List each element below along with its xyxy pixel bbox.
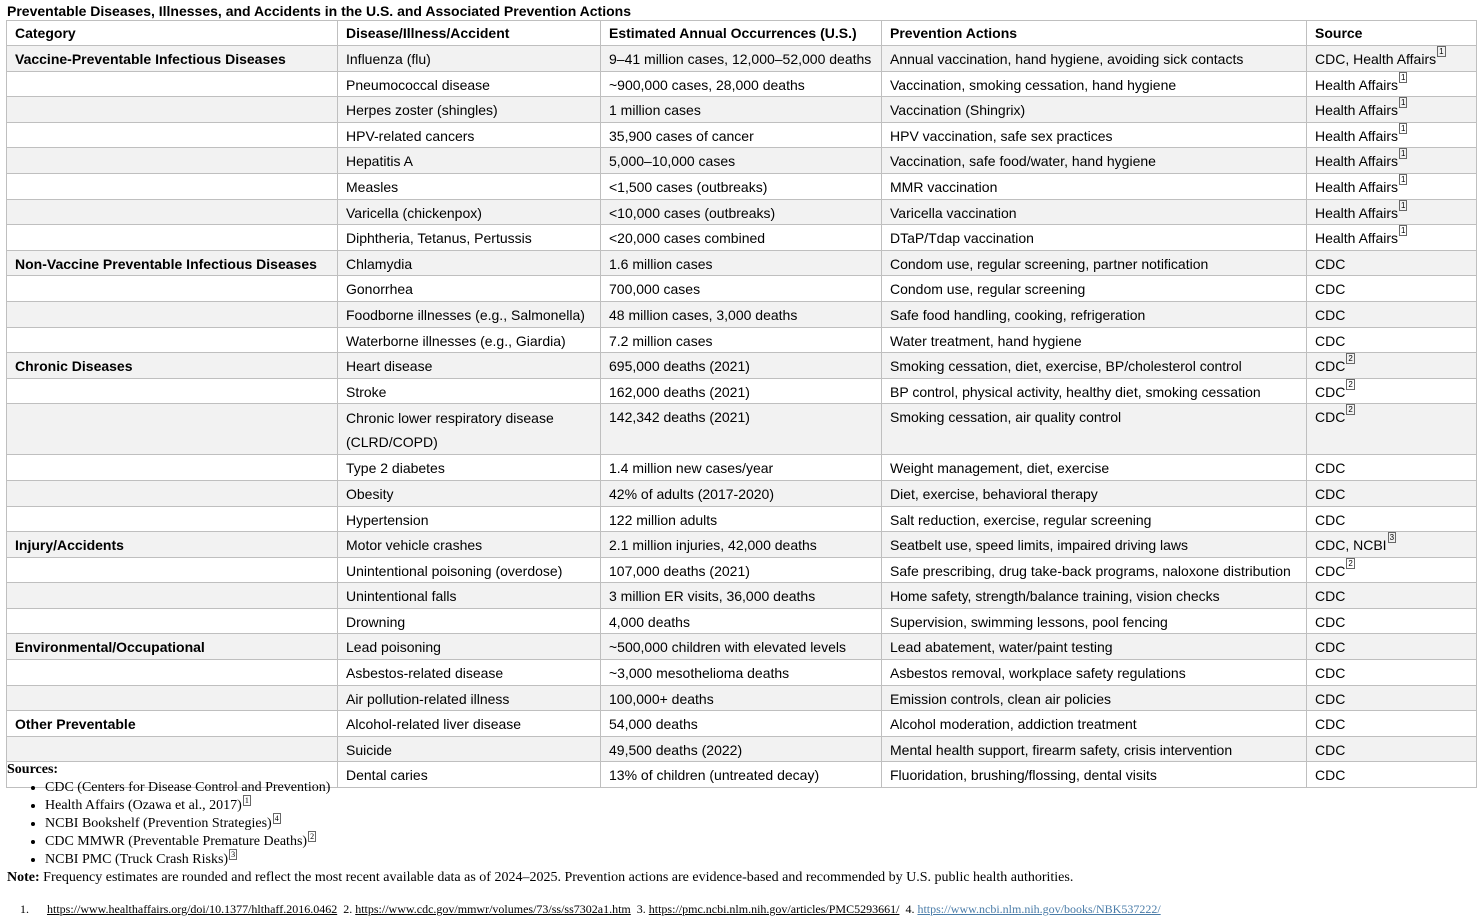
- prevention-cell: Vaccination, safe food/water, hand hygiene: [882, 148, 1307, 174]
- occurrences-cell: 3 million ER visits, 36,000 deaths: [601, 583, 882, 609]
- note-text: Frequency estimates are rounded and reflect the most recent available data as of 2024–2025. Prevention actions are evidence-based and recommended by U.S. public health authorities.: [39, 870, 1074, 885]
- source-cell: [1307, 327, 1477, 353]
- occurrences-cell: <1,500 cases (outbreaks): [601, 173, 882, 199]
- footnote-link[interactable]: https://www.ncbi.nlm.nih.gov/books/NBK537222/: [917, 902, 1161, 916]
- source-text: CDC: [1315, 460, 1346, 477]
- disease-cell: Alcohol-related liver disease: [338, 711, 601, 737]
- table-row: [7, 480, 1477, 506]
- source-cell: [1307, 122, 1477, 148]
- citation-link[interactable]: 1: [1401, 149, 1406, 159]
- prevention-cell: Seatbelt use, speed limits, impaired driving laws: [882, 532, 1307, 558]
- source-cell: [1307, 46, 1477, 72]
- category-cell: [7, 225, 338, 251]
- category-cell: [7, 301, 338, 327]
- prevention-cell: Weight management, diet, exercise: [882, 455, 1307, 481]
- source-text: CDC: [1315, 741, 1346, 758]
- source-cell: [1307, 71, 1477, 97]
- prevention-cell: HPV vaccination, safe sex practices: [882, 122, 1307, 148]
- table-body: [7, 46, 1477, 788]
- source-cell: [1307, 660, 1477, 686]
- footnote-number: 3.: [636, 902, 646, 916]
- category-cell: [7, 480, 338, 506]
- occurrences-cell: 9–41 million cases, 12,000–52,000 deaths: [601, 46, 882, 72]
- prevention-cell: Smoking cessation, diet, exercise, BP/cholesterol control: [882, 353, 1307, 379]
- occurrences-cell: <20,000 cases combined: [601, 225, 882, 251]
- source-item: [45, 833, 1467, 851]
- citation-link[interactable]: 2: [1348, 405, 1353, 415]
- footnote-item: [20, 902, 337, 916]
- table-row: [7, 378, 1477, 404]
- disease-cell: Pneumococcal disease: [338, 71, 601, 97]
- disease-cell: HPV-related cancers: [338, 122, 601, 148]
- occurrences-cell: 49,500 deaths (2022): [601, 736, 882, 762]
- footnote-number: 2.: [343, 902, 353, 916]
- table-row: [7, 301, 1477, 327]
- citation-link[interactable]: 1: [1401, 123, 1406, 133]
- source-text: Health Affairs: [1315, 127, 1399, 144]
- header-category: Category: [7, 21, 338, 46]
- category-cell: [7, 327, 338, 353]
- note-label: Note:: [7, 870, 40, 885]
- source-text: Health Affairs: [1315, 76, 1399, 93]
- occurrences-cell: ~3,000 mesothelioma deaths: [601, 660, 882, 686]
- occurrences-cell: 1.6 million cases: [601, 250, 882, 276]
- prevention-cell: Condom use, regular screening, partner notification: [882, 250, 1307, 276]
- footnotes: [20, 901, 1167, 917]
- source-text: CDC: [1315, 716, 1346, 733]
- citation-link[interactable]: 1: [1401, 98, 1406, 108]
- table-row: [7, 199, 1477, 225]
- footnote-number: 4.: [905, 902, 915, 916]
- category-cell: [7, 660, 338, 686]
- table-row: [7, 608, 1477, 634]
- source-text: CDC: [1315, 613, 1346, 630]
- occurrences-cell: <10,000 cases (outbreaks): [601, 199, 882, 225]
- source-cell: [1307, 225, 1477, 251]
- disease-cell: Motor vehicle crashes: [338, 532, 601, 558]
- category-cell: [7, 276, 338, 302]
- source-cell: [1307, 557, 1477, 583]
- prevention-cell: Safe food handling, cooking, refrigeration: [882, 301, 1307, 327]
- prevention-cell: DTaP/Tdap vaccination: [882, 225, 1307, 251]
- source-cell: [1307, 685, 1477, 711]
- disease-cell: Asbestos-related disease: [338, 660, 601, 686]
- source-text: CDC: [1315, 306, 1346, 323]
- footnote-item: [905, 902, 1160, 916]
- table-row: [7, 532, 1477, 558]
- prevention-cell: Vaccination, smoking cessation, hand hygiene: [882, 71, 1307, 97]
- category-cell: Other Preventable: [7, 711, 338, 737]
- disease-cell: Obesity: [338, 480, 601, 506]
- source-item-text: CDC MMWR (Preventable Premature Deaths): [45, 834, 308, 849]
- sources-section: [7, 761, 1467, 887]
- table-row: [7, 455, 1477, 481]
- source-cell: [1307, 736, 1477, 762]
- source-text: Health Affairs: [1315, 102, 1399, 119]
- disease-cell: Suicide: [338, 736, 601, 762]
- prevention-table: [6, 20, 1477, 788]
- disease-cell: Dental caries: [338, 762, 601, 788]
- source-cell: [1307, 608, 1477, 634]
- disease-cell: Chronic lower respiratory disease (CLRD/COPD): [338, 404, 601, 455]
- source-text: Health Affairs: [1315, 153, 1399, 170]
- category-cell: [7, 608, 338, 634]
- source-item-text: CDC (Centers for Disease Control and Prevention): [45, 780, 331, 795]
- category-cell: [7, 583, 338, 609]
- table-row: [7, 71, 1477, 97]
- prevention-cell: Salt reduction, exercise, regular screening: [882, 506, 1307, 532]
- source-cell: [1307, 634, 1477, 660]
- disease-cell: Foodborne illnesses (e.g., Salmonella): [338, 301, 601, 327]
- source-item: [45, 851, 1467, 869]
- occurrences-cell: ~500,000 children with elevated levels: [601, 634, 882, 660]
- occurrences-cell: 700,000 cases: [601, 276, 882, 302]
- table-row: [7, 711, 1477, 737]
- occurrences-cell: 162,000 deaths (2021): [601, 378, 882, 404]
- citation-link[interactable]: 3: [231, 850, 236, 859]
- occurrences-cell: 107,000 deaths (2021): [601, 557, 882, 583]
- category-cell: [7, 97, 338, 123]
- disease-cell: Unintentional falls: [338, 583, 601, 609]
- table-row: [7, 634, 1477, 660]
- source-item: [45, 797, 1467, 815]
- category-cell: [7, 173, 338, 199]
- category-cell: Vaccine-Preventable Infectious Diseases: [7, 46, 338, 72]
- occurrences-cell: 122 million adults: [601, 506, 882, 532]
- category-cell: [7, 122, 338, 148]
- prevention-cell: Fluoridation, brushing/flossing, dental visits: [882, 762, 1307, 788]
- occurrences-cell: 100,000+ deaths: [601, 685, 882, 711]
- category-cell: Chronic Diseases: [7, 353, 338, 379]
- header-disease: Disease/Illness/Accident: [338, 21, 601, 46]
- footnote-link[interactable]: https://pmc.ncbi.nlm.nih.gov/articles/PMC5293661/: [648, 902, 900, 916]
- occurrences-cell: 35,900 cases of cancer: [601, 122, 882, 148]
- disease-cell: Waterborne illnesses (e.g., Giardia): [338, 327, 601, 353]
- disease-cell: Stroke: [338, 378, 601, 404]
- source-text: Health Affairs: [1315, 178, 1399, 195]
- disease-cell: Diphtheria, Tetanus, Pertussis: [338, 225, 601, 251]
- table-row: [7, 250, 1477, 276]
- table-row: [7, 557, 1477, 583]
- table-row: [7, 173, 1477, 199]
- disease-cell: Heart disease: [338, 353, 601, 379]
- prevention-cell: BP control, physical activity, healthy diet, smoking cessation: [882, 378, 1307, 404]
- table-row: [7, 353, 1477, 379]
- occurrences-cell: 142,342 deaths (2021): [601, 404, 882, 455]
- source-text: CDC: [1315, 358, 1346, 375]
- prevention-cell: Alcohol moderation, addiction treatment: [882, 711, 1307, 737]
- table-row: [7, 97, 1477, 123]
- occurrences-cell: 695,000 deaths (2021): [601, 353, 882, 379]
- source-text: CDC: [1315, 332, 1346, 349]
- category-cell: [7, 404, 338, 455]
- footnote-number: 1.: [20, 902, 29, 916]
- source-item-text: Health Affairs (Ozawa et al., 2017): [45, 798, 242, 813]
- table-row: [7, 225, 1477, 251]
- category-cell: [7, 71, 338, 97]
- disease-cell: Measles: [338, 173, 601, 199]
- prevention-cell: Diet, exercise, behavioral therapy: [882, 480, 1307, 506]
- category-cell: [7, 506, 338, 532]
- source-cell: [1307, 404, 1477, 455]
- sources-list: [7, 779, 1467, 869]
- source-cell: [1307, 97, 1477, 123]
- source-text: CDC: [1315, 255, 1346, 272]
- prevention-cell: Water treatment, hand hygiene: [882, 327, 1307, 353]
- occurrences-cell: 5,000–10,000 cases: [601, 148, 882, 174]
- table-row: [7, 46, 1477, 72]
- source-cell: [1307, 583, 1477, 609]
- footnote-item: [637, 902, 900, 916]
- table-row: [7, 148, 1477, 174]
- source-cell: [1307, 250, 1477, 276]
- citation-link[interactable]: 1: [1401, 200, 1406, 210]
- footnote-link[interactable]: https://www.healthaffairs.org/doi/10.1377/hlthaff.2016.0462: [47, 902, 338, 916]
- header-prevention: Prevention Actions: [882, 21, 1307, 46]
- citation-link[interactable]: 2: [1348, 354, 1353, 364]
- disease-cell: Type 2 diabetes: [338, 455, 601, 481]
- table-row: [7, 685, 1477, 711]
- citation-link[interactable]: 2: [1348, 558, 1353, 568]
- citation-link[interactable]: 2: [1348, 379, 1353, 389]
- occurrences-cell: 2.1 million injuries, 42,000 deaths: [601, 532, 882, 558]
- source-text: CDC: [1315, 639, 1346, 656]
- table-row: [7, 660, 1477, 686]
- category-cell: Non-Vaccine Preventable Infectious Diseases: [7, 250, 338, 276]
- source-cell: [1307, 455, 1477, 481]
- prevention-cell: Annual vaccination, hand hygiene, avoiding sick contacts: [882, 46, 1307, 72]
- prevention-cell: Varicella vaccination: [882, 199, 1307, 225]
- source-cell: [1307, 276, 1477, 302]
- source-text: CDC: [1315, 281, 1346, 298]
- occurrences-cell: 1 million cases: [601, 97, 882, 123]
- prevention-cell: Asbestos removal, workplace safety regulations: [882, 660, 1307, 686]
- source-cell: [1307, 301, 1477, 327]
- disease-cell: Lead poisoning: [338, 634, 601, 660]
- source-text: CDC: [1315, 767, 1346, 784]
- prevention-cell: Lead abatement, water/paint testing: [882, 634, 1307, 660]
- prevention-cell: Vaccination (Shingrix): [882, 97, 1307, 123]
- citation-link[interactable]: 1: [1439, 47, 1444, 56]
- prevention-cell: Emission controls, clean air policies: [882, 685, 1307, 711]
- source-cell: [1307, 378, 1477, 404]
- category-cell: [7, 685, 338, 711]
- footnote-link[interactable]: https://www.cdc.gov/mmwr/volumes/73/ss/ss7302a1.htm: [355, 902, 631, 916]
- disease-cell: Herpes zoster (shingles): [338, 97, 601, 123]
- table-row: [7, 404, 1477, 455]
- citation-link[interactable]: 3: [1389, 533, 1395, 543]
- source-cell: [1307, 173, 1477, 199]
- disease-cell: Unintentional poisoning (overdose): [338, 557, 601, 583]
- table-row: [7, 736, 1477, 762]
- occurrences-cell: 13% of children (untreated decay): [601, 762, 882, 788]
- citation-link[interactable]: 1: [1401, 174, 1406, 184]
- source-cell: [1307, 480, 1477, 506]
- source-text: Health Affairs: [1315, 204, 1399, 221]
- table-row: [7, 276, 1477, 302]
- category-cell: [7, 148, 338, 174]
- source-cell: [1307, 199, 1477, 225]
- disease-cell: Influenza (flu): [338, 46, 601, 72]
- source-text: CDC: [1315, 511, 1346, 528]
- source-cell: [1307, 532, 1477, 558]
- category-cell: [7, 455, 338, 481]
- footnote-item: [343, 902, 631, 916]
- prevention-cell: Safe prescribing, drug take-back programs, naloxone distribution: [882, 557, 1307, 583]
- note-paragraph: [7, 869, 1467, 887]
- disease-cell: Chlamydia: [338, 250, 601, 276]
- source-text: Health Affairs: [1315, 230, 1399, 247]
- document-title: Preventable Diseases, Illnesses, and Accidents in the U.S. and Associated Prevention Actions: [7, 3, 631, 19]
- prevention-cell: Supervision, swimming lessons, pool fencing: [882, 608, 1307, 634]
- prevention-cell: Mental health support, firearm safety, crisis intervention: [882, 736, 1307, 762]
- category-cell: Injury/Accidents: [7, 532, 338, 558]
- citation-link[interactable]: 4: [274, 814, 279, 823]
- source-cell: [1307, 353, 1477, 379]
- table-row: [7, 506, 1477, 532]
- citation-link[interactable]: 1: [1401, 72, 1406, 82]
- category-cell: [7, 736, 338, 762]
- source-item: [45, 815, 1467, 833]
- category-cell: [7, 557, 338, 583]
- occurrences-cell: 4,000 deaths: [601, 608, 882, 634]
- citation-link[interactable]: 2: [310, 832, 315, 841]
- citation-link[interactable]: 1: [244, 796, 249, 805]
- disease-cell: Varicella (chickenpox): [338, 199, 601, 225]
- table-row: [7, 583, 1477, 609]
- source-text: CDC: [1315, 562, 1346, 579]
- disease-cell: Gonorrhea: [338, 276, 601, 302]
- source-item-text: NCBI PMC (Truck Crash Risks): [45, 852, 229, 867]
- category-cell: [7, 378, 338, 404]
- source-cell: [1307, 506, 1477, 532]
- source-cell: [1307, 711, 1477, 737]
- category-cell: [7, 199, 338, 225]
- source-text: CDC: [1315, 665, 1346, 682]
- occurrences-cell: 1.4 million new cases/year: [601, 455, 882, 481]
- occurrences-cell: ~900,000 cases, 28,000 deaths: [601, 71, 882, 97]
- disease-cell: Hypertension: [338, 506, 601, 532]
- table-header-row: [7, 21, 1477, 46]
- disease-cell: Hepatitis A: [338, 148, 601, 174]
- occurrences-cell: 54,000 deaths: [601, 711, 882, 737]
- header-source: Source: [1307, 21, 1477, 46]
- source-item-text: NCBI Bookshelf (Prevention Strategies): [45, 816, 272, 831]
- prevention-cell: Home safety, strength/balance training, vision checks: [882, 583, 1307, 609]
- table-row: [7, 327, 1477, 353]
- disease-cell: Air pollution-related illness: [338, 685, 601, 711]
- citation-link[interactable]: 1: [1401, 226, 1406, 236]
- category-cell: Environmental/Occupational: [7, 634, 338, 660]
- prevention-cell: Smoking cessation, air quality control: [882, 404, 1307, 455]
- source-text: CDC: [1315, 485, 1346, 502]
- source-text: CDC: [1315, 383, 1346, 400]
- source-cell: [1307, 148, 1477, 174]
- source-text: CDC, NCBI: [1315, 537, 1387, 554]
- source-text: CDC, Health Affairs: [1315, 51, 1437, 67]
- prevention-cell: MMR vaccination: [882, 173, 1307, 199]
- source-text: CDC: [1315, 588, 1346, 605]
- occurrences-cell: 42% of adults (2017-2020): [601, 480, 882, 506]
- occurrences-cell: 48 million cases, 3,000 deaths: [601, 301, 882, 327]
- table-row: [7, 122, 1477, 148]
- source-item: [45, 779, 1467, 797]
- sources-heading: Sources:: [7, 762, 59, 777]
- occurrences-cell: 7.2 million cases: [601, 327, 882, 353]
- source-text: CDC: [1315, 690, 1346, 707]
- disease-cell: Drowning: [338, 608, 601, 634]
- header-occurrences: Estimated Annual Occurrences (U.S.): [601, 21, 882, 46]
- source-text: CDC: [1315, 409, 1346, 426]
- prevention-cell: Condom use, regular screening: [882, 276, 1307, 302]
